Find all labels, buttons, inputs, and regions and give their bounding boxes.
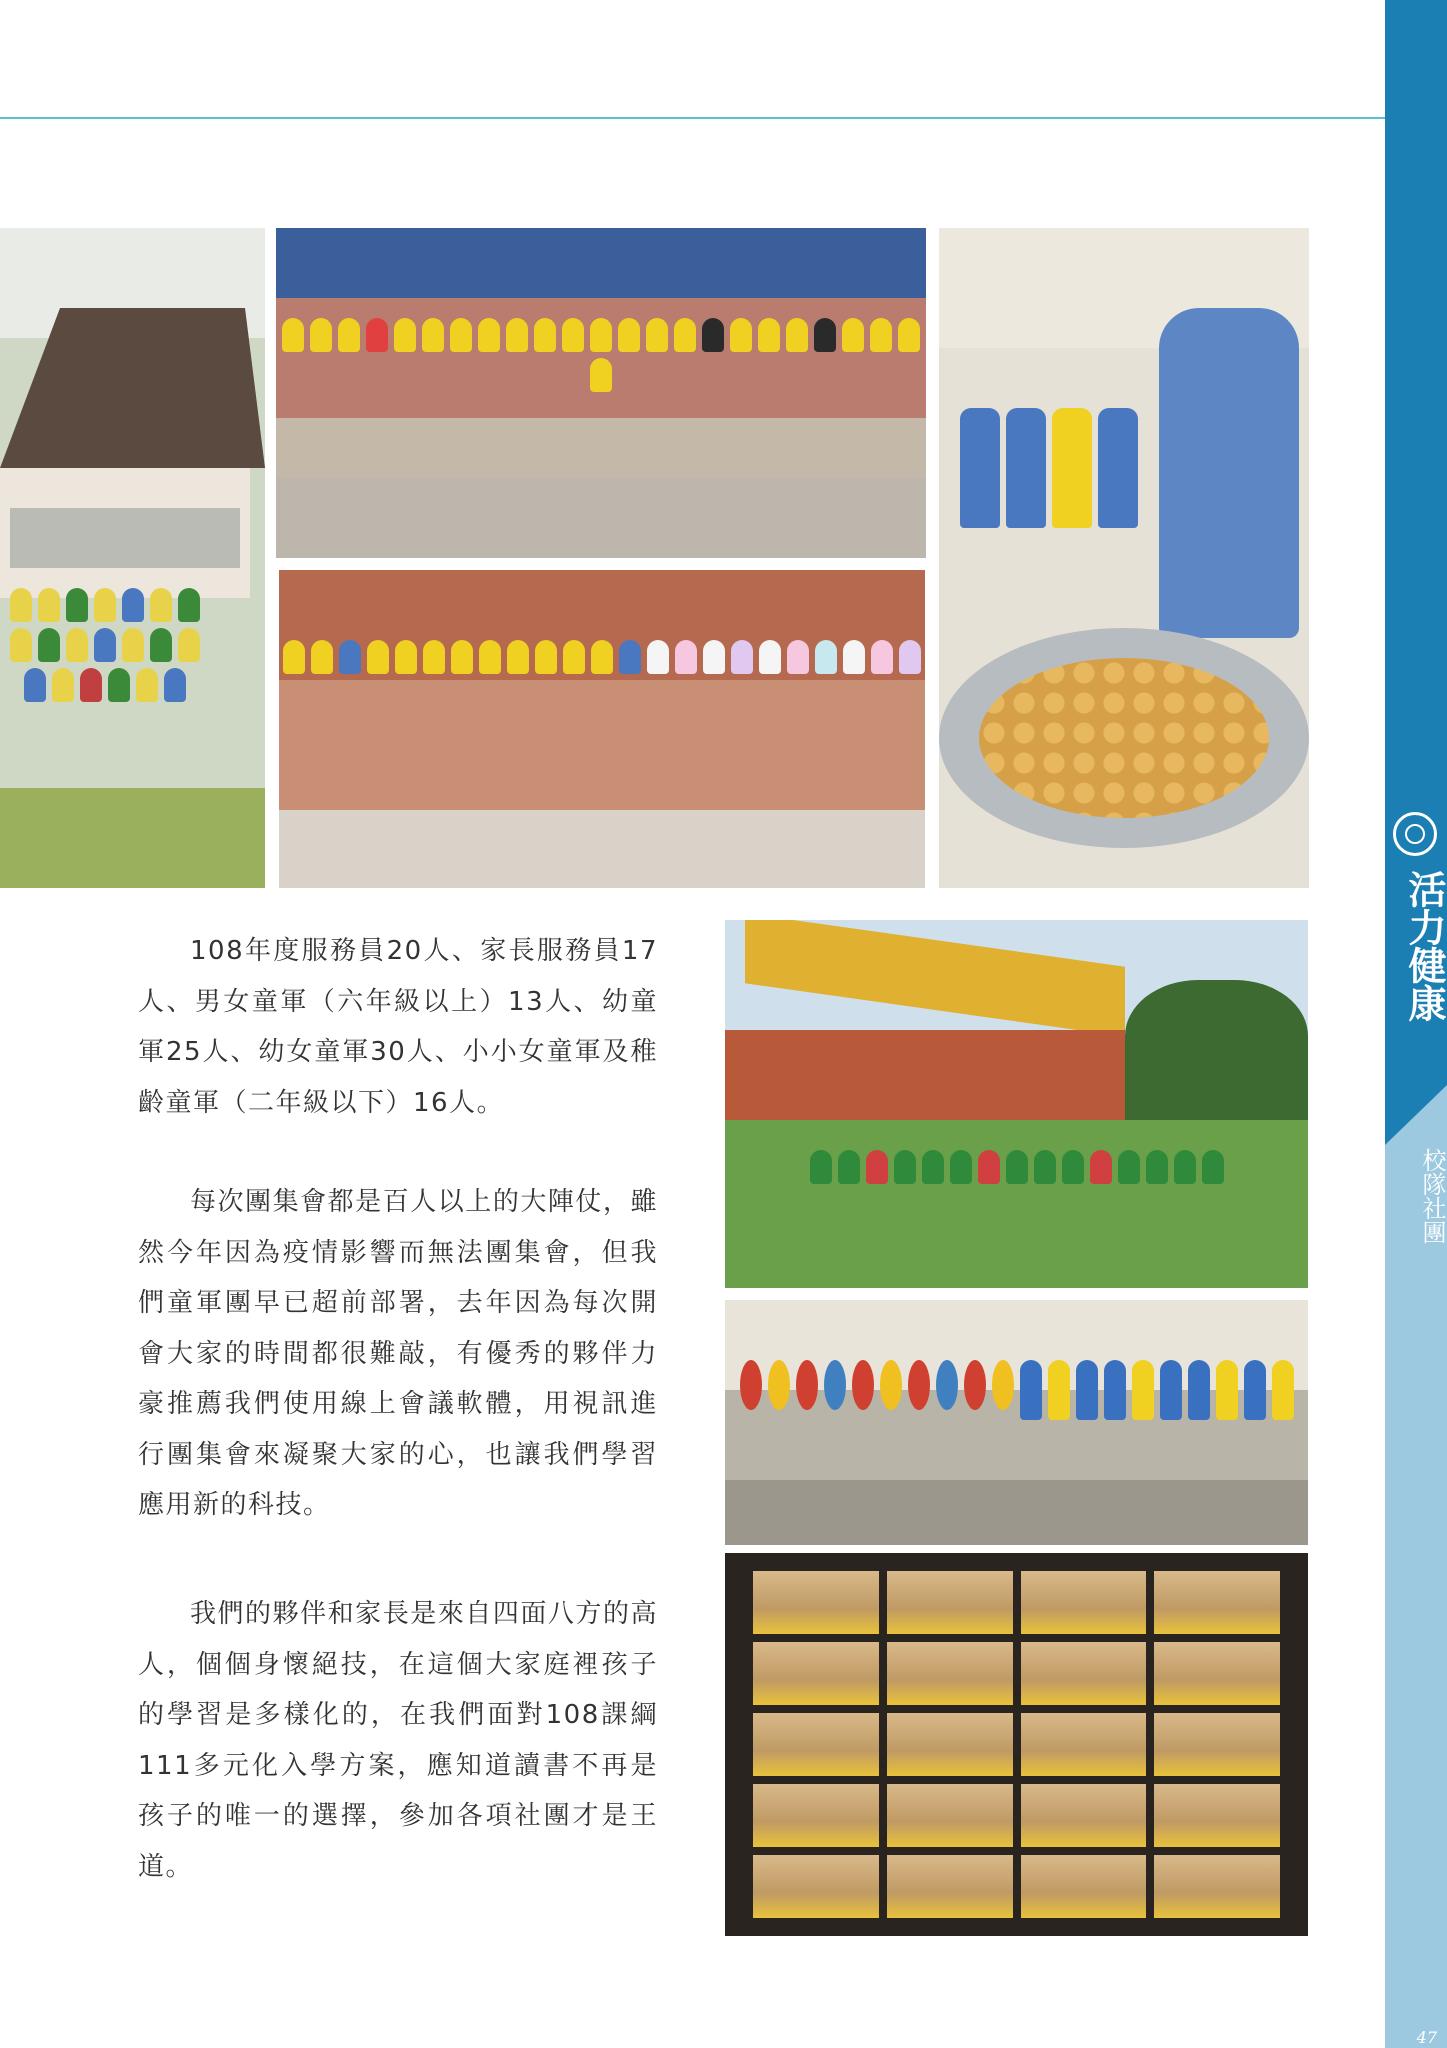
header-rule xyxy=(0,117,1385,119)
photo-lion-dance-masks xyxy=(725,1300,1308,1545)
body-paragraph-1: 108年度服務員20人、家長服務員17人、男女童軍（六年級以上）13人、幼童軍25人、幼女童軍30人、小小女童軍及稚齡童軍（二年級以下）16人。 xyxy=(138,936,658,1118)
page-number: 47 xyxy=(1416,2028,1437,2047)
section-sidebar xyxy=(1385,0,1447,2048)
photo-circle-game-at-hall xyxy=(725,920,1308,1288)
sidebar-notch xyxy=(1385,1085,1447,1145)
body-paragraph-3: 我們的夥伴和家長是來自四面八方的高人，個個身懷絕技，在這個大家庭裡孩子的學習是多樣化的，在我們面對108課綱111多元化入學方案，應知道讀書不再是孩子的唯一的選擇，參加各項社團才是王道。 xyxy=(138,1599,658,1882)
section-subtitle: 校隊社團 xyxy=(1418,1148,1446,1244)
school-emblem-icon xyxy=(1393,812,1437,856)
photo-cooking-steamer xyxy=(939,228,1309,888)
photo-group-at-temple xyxy=(276,228,926,558)
photo-video-meeting-grid xyxy=(725,1553,1308,1936)
section-title: 活力健康 xyxy=(1402,870,1447,1022)
photo-girls-in-tutus xyxy=(279,570,925,888)
body-paragraph-2: 每次團集會都是百人以上的大陣仗，雖然今年因為疫情影響而無法團集會，但我們童軍團早已超前部署，去年因為每次開會大家的時間都很難敲，有優秀的夥伴力豪推薦我們使用線上會議軟體，用視訊進行團集會來凝聚大家的心，也讓我們學習應用新的科技。 xyxy=(138,1187,658,1520)
photo-group-at-lodge xyxy=(0,228,265,888)
